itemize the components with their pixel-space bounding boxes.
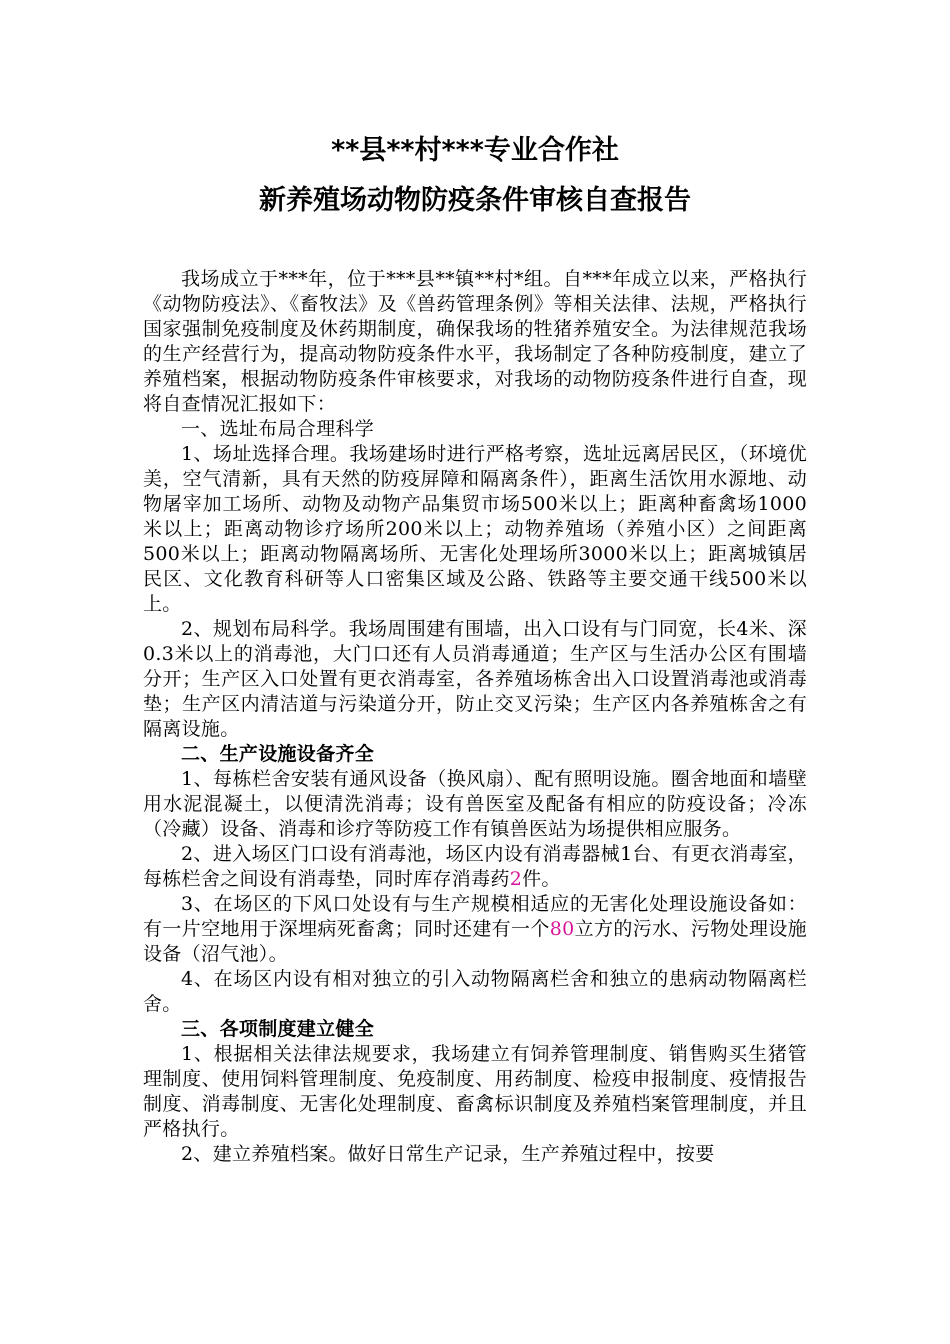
section2-paragraph-4: 4、在场区内设有相对独立的引入动物隔离栏舍和独立的患病动物隔离栏舍。 <box>143 968 807 1015</box>
section2-paragraph-3 <box>143 892 807 967</box>
section3-paragraph-2: 2、建立养殖档案。做好日常生产记录，生产养殖过程中，按要 <box>181 1143 715 1165</box>
section1-heading: 一、选址布局合理科学 <box>181 418 375 440</box>
document-title-line1: **县**村***专业合作社 <box>331 135 619 166</box>
section1-paragraph-2: 2、规划布局科学。我场周围建有围墙，出入口设有与门同宽，长4米、深0.3米以上的消毒池，大门口还有人员消毒通道；生产区与生活办公区有围墙分开；生产区入口处置有更衣消毒室，各养殖场栋舍出入口设置消毒池或消毒垫；生产区内清洁道与污染道分开，防止交叉污染；生产区内各养殖栋舍之有隔离设施。 <box>143 618 807 740</box>
section3-paragraph-1: 1、根据相关法律法规要求，我场建立有饲养管理制度、销售购买生猪管理制度、使用饲料管理制度、免疫制度、用药制度、检疫申报制度、疫情报告制度、消毒制度、无害化处理制度、畜禽标识制度及养殖档案管理制度，并且严格执行。 <box>143 1043 807 1140</box>
section2-p3-text-after: 立方的污水、污物处理设施设备（沼气池）。 <box>143 918 807 965</box>
section1-paragraph-1: 1、场址选择合理。我场建场时进行严格考察，选址远离居民区，（环境优美，空气清新，具有天然的防疫屏障和隔离条件），距离生活饮用水源地、动物屠宰加工场所、动物及动物产品集贸市场500米以上；距离种畜禽场1000米以上；距离动物诊疗场所200米以上；动物养殖场（养殖小区）之间距离500米以上；距离动物隔离场所、无害化处理场所3000米以上；距离城镇居民区、文化教育科研等人口密集区域及公路、铁路等主要交通干线500米以上。 <box>143 443 807 615</box>
section2-heading: 二、生产设施设备齐全 <box>181 743 375 765</box>
disinfectant-count: 2 <box>509 868 523 890</box>
document-title-line2: 新养殖场动物防疫条件审核自查报告 <box>259 185 691 216</box>
biogas-volume: 80 <box>549 918 575 940</box>
section2-p2-text-after: 件。 <box>522 868 561 890</box>
document-body <box>143 267 807 1167</box>
section2-paragraph-1: 1、每栋栏舍安装有通风设备（换风扇）、配有照明设施。圈舍地面和墙壁用水泥混凝土，以便清洗消毒；设有兽医室及配备有相应的防疫设备；冷冻（冷藏）设备、消毒和诊疗等防疫工作有镇兽医站为场提供相应服务。 <box>143 768 807 840</box>
section2-p3-text-before: 3、在场区的下风口处设有与生产规模相适应的无害化处理设施设备如：有一片空地用于深埋病死畜禽；同时还建有一个 <box>143 893 807 940</box>
section2-paragraph-2 <box>143 842 807 892</box>
section3-heading: 三、各项制度建立健全 <box>181 1018 375 1040</box>
intro-paragraph: 我场成立于***年，位于***县**镇**村*组。自***年成立以来，严格执行《动物防疫法》、《畜牧法》及《兽药管理条例》等相关法律、法规，严格执行国家强制免疫制度及休药期制度，确保我场的牲猪养殖安全。为法律规范我场的生产经营行为，提高动物防疫条件水平，我场制定了各种防疫制度，建立了养殖档案，根据动物防疫条件审核要求，对我场的动物防疫条件进行自查，现将自查情况汇报如下： <box>143 268 807 415</box>
section2-p2-text-before: 2、进入场区门口设有消毒池，场区内设有消毒器械1台、有更衣消毒室，每栋栏舍之间设有消毒垫，同时库存消毒药 <box>143 843 807 890</box>
